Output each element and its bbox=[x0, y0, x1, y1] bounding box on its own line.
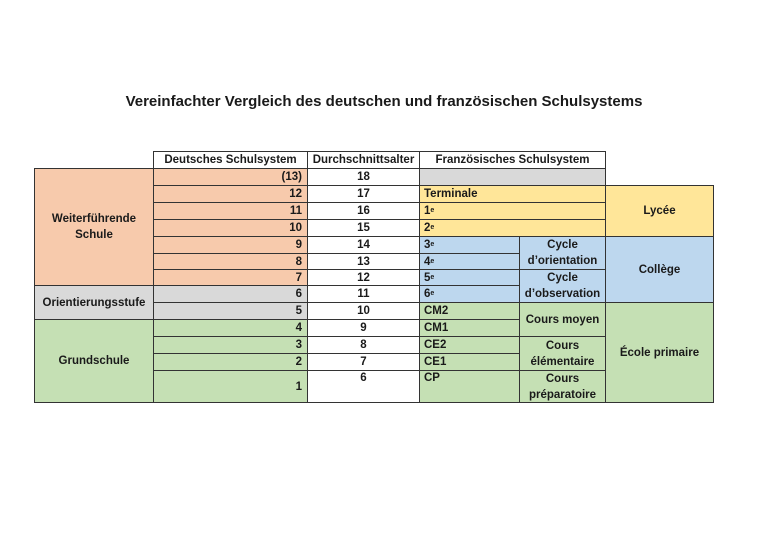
german-grade: 2 bbox=[153, 353, 308, 371]
cycle-observation: Cycle d’observation bbox=[519, 269, 606, 303]
cours-elementaire: Cours élémentaire bbox=[519, 336, 606, 371]
french-class-ce2: CE2 bbox=[419, 336, 520, 354]
french-class-cm2: CM2 bbox=[419, 302, 520, 320]
french-class-cinquieme: 5 e bbox=[419, 269, 520, 286]
german-grade: 10 bbox=[153, 219, 308, 237]
stage-weiterfuehrende-schule: Weiterführende Schule bbox=[34, 168, 154, 286]
french-class-cp: CP bbox=[419, 370, 520, 403]
cours-moyen: Cours moyen bbox=[519, 302, 606, 337]
school-college: Collège bbox=[605, 236, 714, 303]
stage-grundschule: Grundschule bbox=[34, 319, 154, 403]
french-class-cm1: CM1 bbox=[419, 319, 520, 337]
age-value: 17 bbox=[307, 185, 420, 203]
page-title: Vereinfachter Vergleich des deutschen und französischen Schulsystems bbox=[125, 93, 643, 110]
age-value: 7 bbox=[307, 353, 420, 371]
age-value: 14 bbox=[307, 236, 420, 254]
cours-preparatoire: Cours préparatoire bbox=[519, 370, 606, 403]
german-grade: 4 bbox=[153, 319, 308, 337]
school-lycee: Lycée bbox=[605, 185, 714, 237]
german-grade: 1 bbox=[153, 370, 308, 403]
age-value: 16 bbox=[307, 202, 420, 220]
french-class-troisieme: 3 e bbox=[419, 236, 520, 254]
header-german: Deutsches Schulsystem bbox=[153, 151, 308, 169]
cycle-orientation: Cycle d’orientation bbox=[519, 236, 606, 270]
german-grade: (13) bbox=[153, 168, 308, 186]
german-grade: 3 bbox=[153, 336, 308, 354]
age-value: 11 bbox=[307, 285, 420, 303]
school-ecole-primaire: École primaire bbox=[605, 302, 714, 403]
german-grade: 12 bbox=[153, 185, 308, 203]
german-grade: 9 bbox=[153, 236, 308, 254]
french-class-premiere: 1 e bbox=[419, 202, 606, 220]
age-value: 12 bbox=[307, 269, 420, 286]
age-value: 13 bbox=[307, 253, 420, 270]
french-class-ce1: CE1 bbox=[419, 353, 520, 371]
german-grade: 11 bbox=[153, 202, 308, 220]
german-grade: 7 bbox=[153, 269, 308, 286]
german-grade: 8 bbox=[153, 253, 308, 270]
age-value: 18 bbox=[307, 168, 420, 186]
french-empty-cell bbox=[419, 168, 606, 186]
french-class-seconde: 2 e bbox=[419, 219, 606, 237]
age-value: 10 bbox=[307, 302, 420, 320]
french-class-terminale: Terminale bbox=[419, 185, 606, 203]
german-grade: 5 bbox=[153, 302, 308, 320]
header-french: Französisches Schulsystem bbox=[419, 151, 606, 169]
french-class-sixieme: 6 e bbox=[419, 285, 520, 303]
age-value: 6 bbox=[307, 370, 420, 403]
age-value: 9 bbox=[307, 319, 420, 337]
french-class-quatrieme: 4 e bbox=[419, 253, 520, 270]
header-age: Durchschnittsalter bbox=[307, 151, 420, 169]
german-grade: 6 bbox=[153, 285, 308, 303]
age-value: 8 bbox=[307, 336, 420, 354]
stage-orientierungsstufe: Orientierungsstufe bbox=[34, 285, 154, 320]
age-value: 15 bbox=[307, 219, 420, 237]
